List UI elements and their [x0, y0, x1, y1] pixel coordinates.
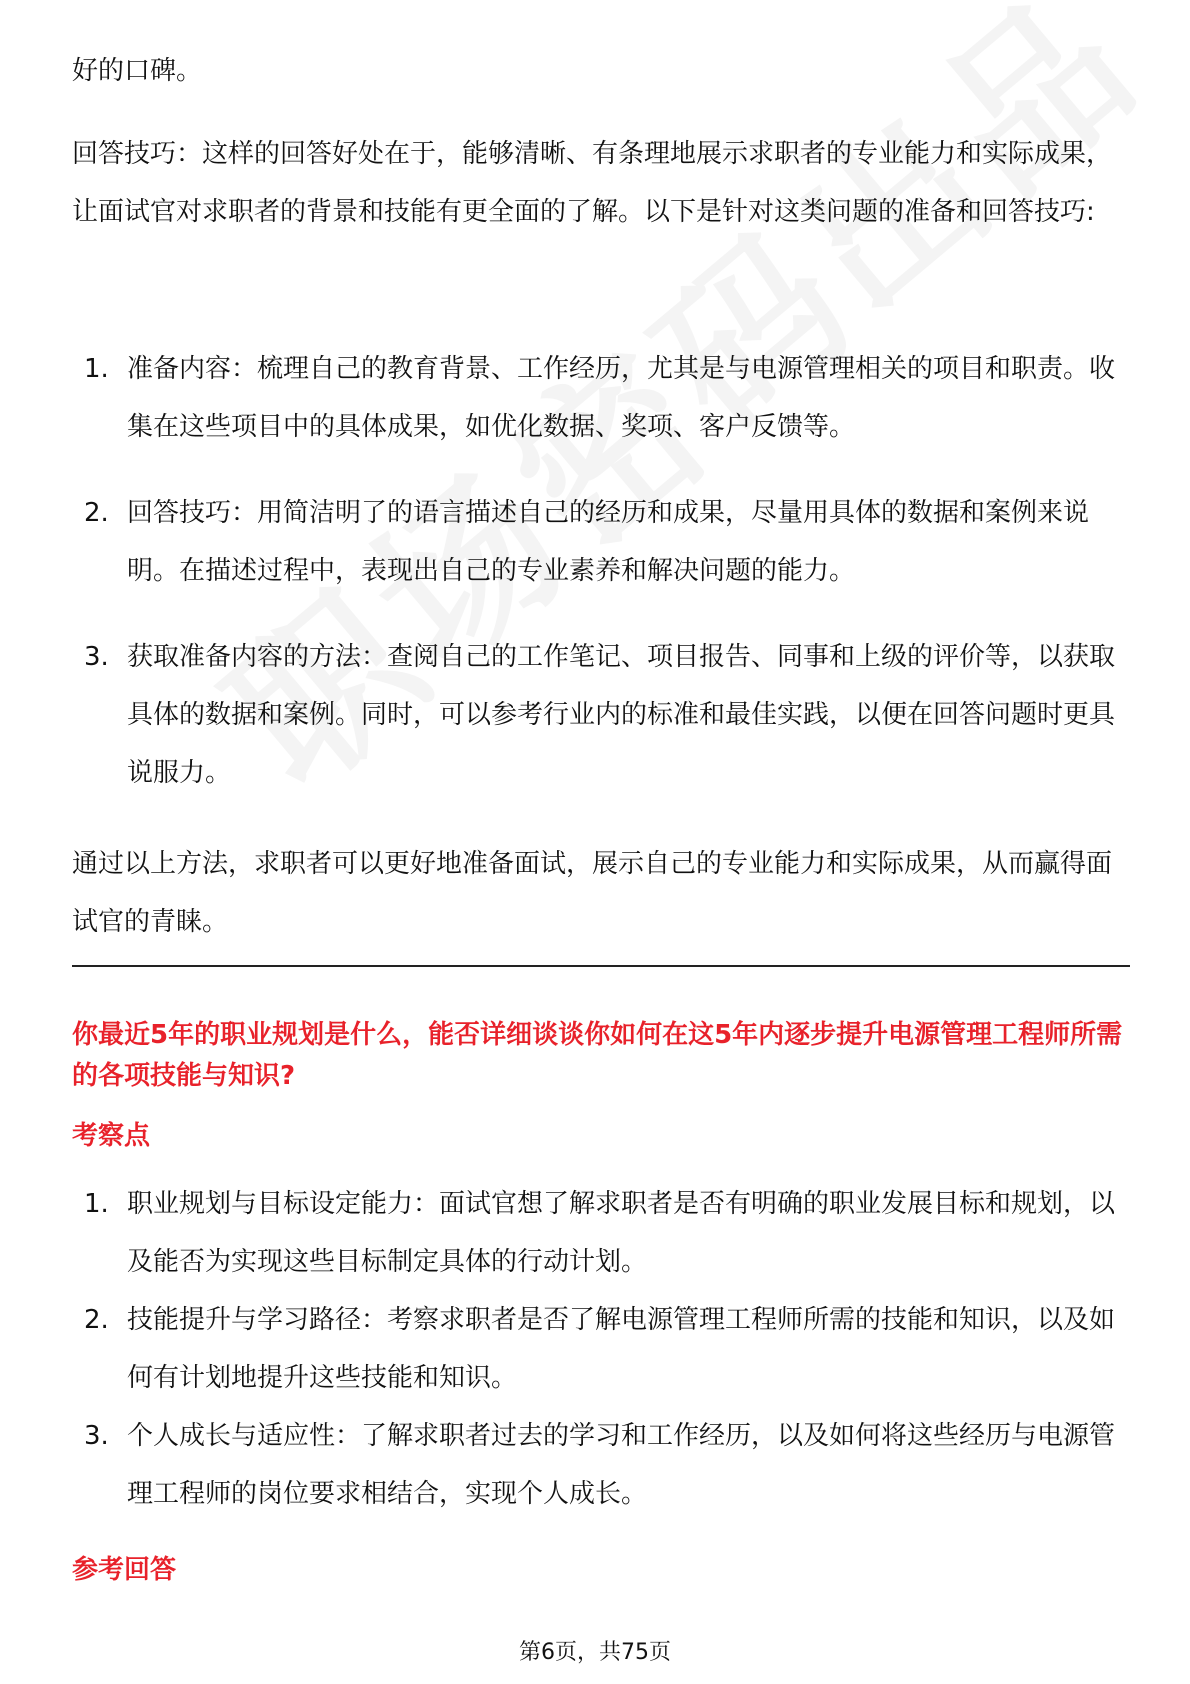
- section-divider: [72, 965, 1130, 967]
- list-item: [72, 484, 1132, 600]
- intro-tail-paragraph: 好的口碑。: [72, 56, 203, 86]
- page-footer: 第6页，共75页: [519, 1640, 671, 1665]
- list-text: 技能提升与学习路径：考察求职者是否了解电源管理工程师所需的技能和知识，以及如何有计划地提升这些技能和知识。: [127, 1305, 1116, 1393]
- list-text: 准备内容：梳理自己的教育背景、工作经历，尤其是与电源管理相关的项目和职责。收集在这些项目中的具体成果，如优化数据、奖项、客户反馈等。: [127, 354, 1116, 442]
- list-text: 回答技巧：用简洁明了的语言描述自己的经历和成果，尽量用具体的数据和案例来说明。在描述过程中，表现出自己的专业素养和解决问题的能力。: [127, 498, 1090, 586]
- list-number: 3.: [84, 1421, 109, 1451]
- examine-heading: 考察点: [72, 1121, 151, 1151]
- list-item: [72, 1407, 1132, 1523]
- list-number: 2.: [84, 498, 109, 528]
- list-number: 2.: [84, 1305, 109, 1335]
- question-title: 你最近5年的职业规划是什么，能否详细谈谈你如何在这5年内逐步提升电源管理工程师所需的各项技能与知识?: [72, 1020, 1123, 1091]
- answer-tips-paragraph: 回答技巧：这样的回答好处在于，能够清晰、有条理地展示求职者的专业能力和实际成果，让面试官对求职者的背景和技能有更全面的了解。以下是针对这类问题的准备和回答技巧:: [72, 139, 1113, 227]
- conclusion-paragraph: 通过以上方法，求职者可以更好地准备面试，展示自己的专业能力和实际成果，从而赢得面试官的青睐。: [72, 849, 1113, 937]
- list-text: 个人成长与适应性：了解求职者过去的学习和工作经历，以及如何将这些经历与电源管理工程师的岗位要求相结合，实现个人成长。: [127, 1421, 1116, 1509]
- list-number: 1.: [84, 1189, 109, 1219]
- list-item: [72, 628, 1132, 802]
- list-item: [72, 340, 1132, 456]
- list-text: 获取准备内容的方法：查阅自己的工作笔记、项目报告、同事和上级的评价等，以获取具体的数据和案例。同时，可以参考行业内的标准和最佳实践，以便在回答问题时更具说服力。: [127, 642, 1116, 788]
- tips-list: [72, 340, 1132, 802]
- list-item: [72, 1175, 1132, 1291]
- list-number: 1.: [84, 354, 109, 384]
- list-number: 3.: [84, 642, 109, 672]
- reference-heading: 参考回答: [72, 1555, 177, 1585]
- list-item: [72, 1291, 1132, 1407]
- examine-list: [72, 1175, 1132, 1523]
- list-text: 职业规划与目标设定能力：面试官想了解求职者是否有明确的职业发展目标和规划，以及能否为实现这些目标制定具体的行动计划。: [127, 1189, 1116, 1277]
